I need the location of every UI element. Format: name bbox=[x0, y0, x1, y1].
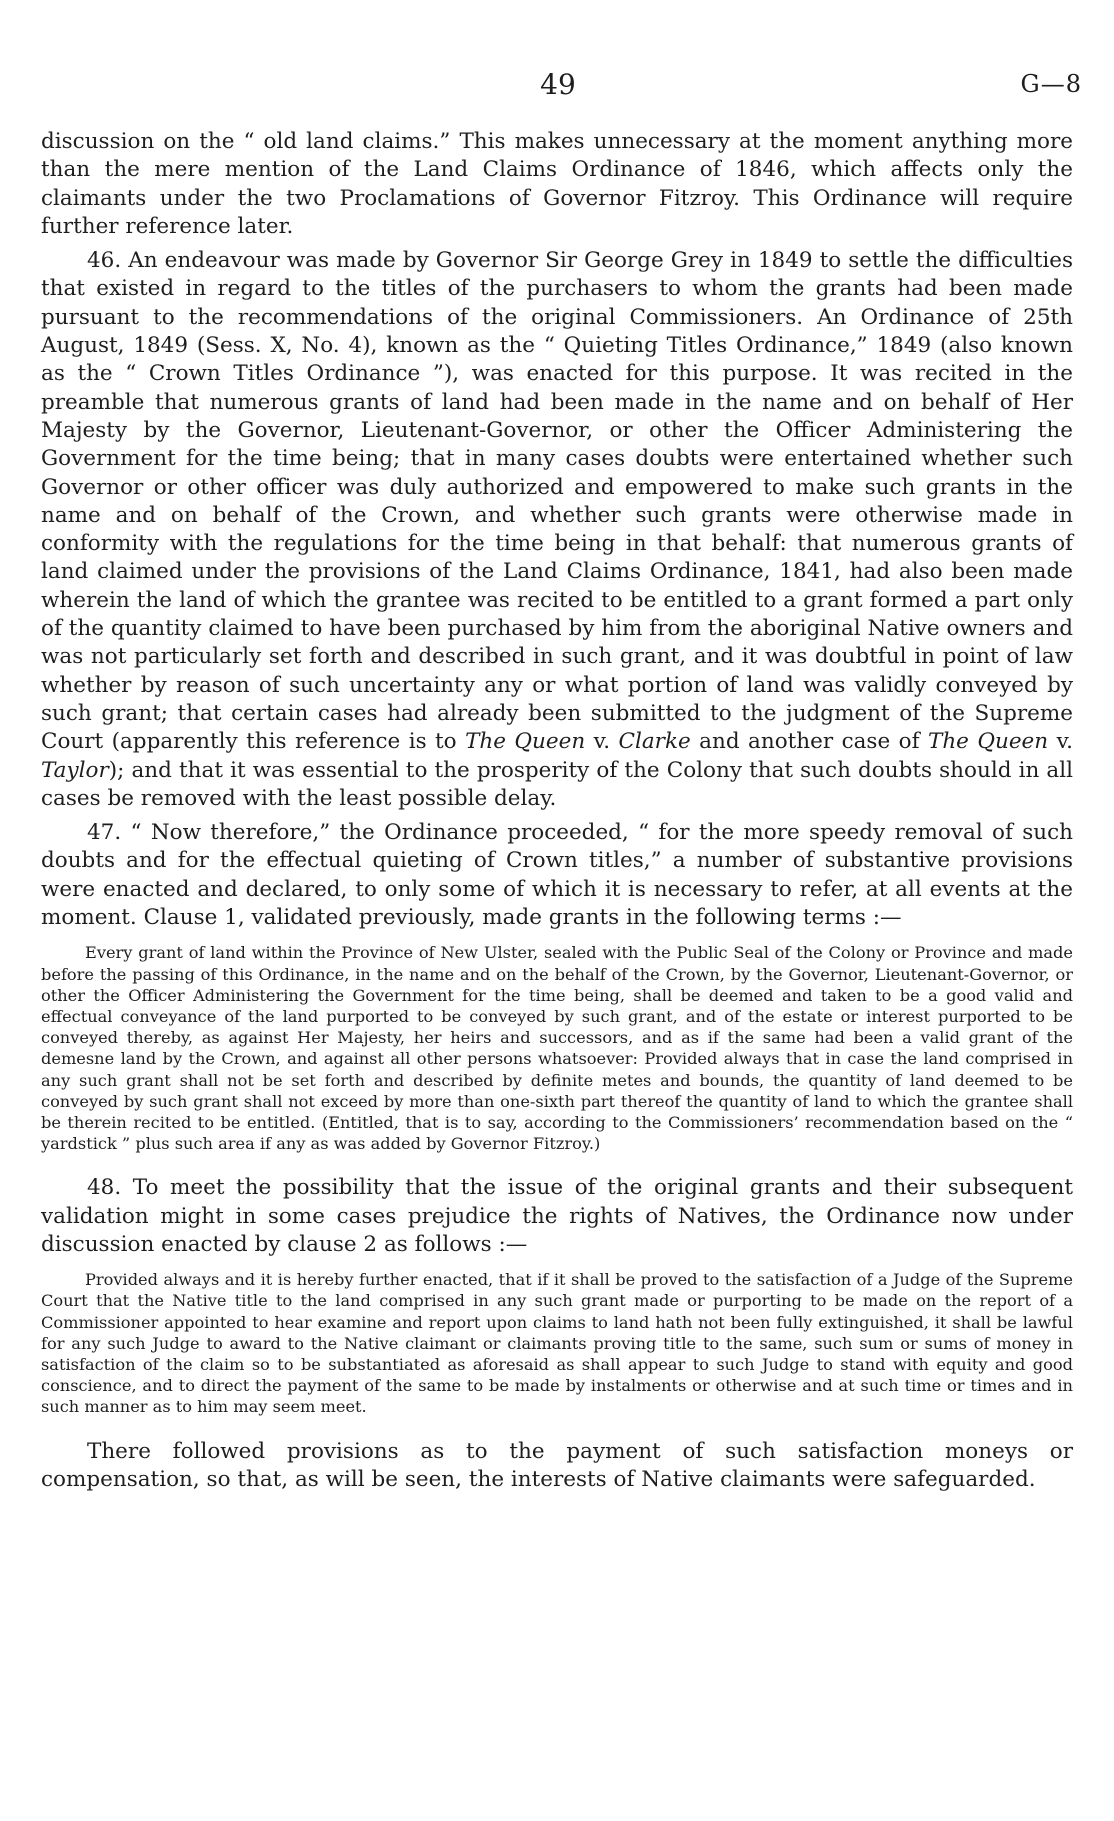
paragraph-48: 48. To meet the possibility that the issue of the original grants and their subsequent validation might in some cases prejudice the rights of Natives, the Ordinance now under discussion enacted by clause 2 as follows :— bbox=[41, 1175, 1073, 1257]
paragraph-47: 47. “ Now therefore,” the Ordinance proceeded, “ for the more speedy removal of such doubts and for the effectual quieting of Crown titles,” a number of substantive provisions were enacted and declared, to only some of which it is necessary to refer, at all events at the moment. Clause 1, validated previously, made grants in the following terms :— bbox=[41, 820, 1073, 931]
page-number: 49 bbox=[540, 68, 576, 101]
case-name-clarke: Clarke bbox=[618, 729, 691, 755]
paragraph-closing: There followed provisions as to the payment of such satisfaction moneys or compensation, so that, as will be seen, the interests of Native claimants were safeguarded. bbox=[41, 1438, 1073, 1492]
case-name-taylor: Taylor bbox=[41, 757, 109, 783]
case-name-queen-1: The Queen bbox=[465, 729, 586, 755]
page-body bbox=[41, 128, 1073, 1494]
paragraph-46-tail: ); and that it was essential to the prosperity of the Colony that such doubts should in all cases be removed with the least possible delay. bbox=[41, 757, 1073, 811]
case-versus-2: v. bbox=[1048, 729, 1073, 755]
paragraph-46-text: 46. An endeavour was made by Governor Sir George Grey in 1849 to settle the difficulties that existed in regard to the titles of the purchasers to whom the grants had been made pursuant to the recommendations of the original Commissioners. An Ordinance of 25th August, 1849 (Sess. X, No. 4), known as the “ Quieting Titles Ordinance,” 1849 (also known as the “ Crown Titles Ordinance ”), was enacted for this purpose. It was recited in the preamble that numerous grants of land had been made in the name and on behalf of Her Majesty by the Governor, Lieutenant-Governor, or other the Officer Administering the Government for the time being; that in many cases doubts were entertained whether such Governor or other officer was duly authorized and empowered to make such grants in the name and on behalf of the Crown, and whether such grants were otherwise made in conformity with the regulations for the time being in that behalf: that numerous grants of land claimed under the provisions of the Land Claims Ordinance, 1841, had also been made wherein the land of which the grantee was recited to be entitled to a grant formed a part only of the quantity claimed to have been purchased by him from the aboriginal Native owners and was not particularly set forth and described in such grant, and it was doubtful in point of law whether by reason of such uncertainty any or what portion of land was validly conveyed by such grant; that certain cases had already been submitted to the judgment of the Supreme Court (apparently this reference is to bbox=[41, 248, 1073, 755]
quoted-clause-2: Provided always and it is hereby further enacted, that if it shall be proved to the satisfaction of a Judge of the Supreme Court that the Native title to the land comprised in any such grant made or purporting to be made on the report of a Commissioner appointed to hear examine and report upon claims to land hath not been fully extinguished, it shall be lawful for any such Judge to award to the Native claimant or claimants proving title to the same, such sum or sums of money in satisfaction of the claim so to be substantiated as aforesaid as shall appear to such Judge to stand with equity and good conscience, and to direct the payment of the same to be made by instalments or otherwise and at such time or times and in such manner as to him may seem meet. bbox=[41, 1270, 1073, 1417]
document-code: G—8 bbox=[1020, 70, 1082, 98]
case-joiner: and another case of bbox=[690, 729, 928, 755]
case-name-queen-2: The Queen bbox=[928, 729, 1049, 755]
paragraph-continuation: discussion on the “ old land claims.” This makes unnecessary at the moment anything more than the mere mention of the Land Claims Ordinance of 1846, which affects only the claimants under the two Proclamations of Governor Fitzroy. This Ordinance will require further reference later. bbox=[41, 129, 1073, 239]
quoted-clause-1: Every grant of land within the Province of New Ulster, sealed with the Public Seal of the Colony or Province and made before the passing of this Ordinance, in the name and on the behalf of the Crown, by the Governor, Lieutenant-Governor, or other the Officer Administering the Government for the time being, shall be deemed and taken to be a good valid and effectual conveyance of the land purported to be conveyed by such grant, and of the estate or interest purported to be conveyed thereby, as against Her Majesty, her heirs and successors, and as if the same had been a valid grant of the demesne land by the Crown, and against all other persons whatsoever: Provided always that in case the land comprised in any such grant shall not be set forth and described by definite metes and bounds, the quantity of land deemed to be conveyed by such grant shall not exceed by more than one-sixth part thereof the quantity of land to which the grantee shall be therein recited to be entitled. (Entitled, that is to say, according to the Commissioners’ recommendation based on the “ yardstick ” plus such area if any as was added by Governor Fitzroy.) bbox=[41, 943, 1073, 1154]
case-versus-1: v. bbox=[585, 729, 619, 755]
paragraph-46 bbox=[41, 247, 1073, 813]
